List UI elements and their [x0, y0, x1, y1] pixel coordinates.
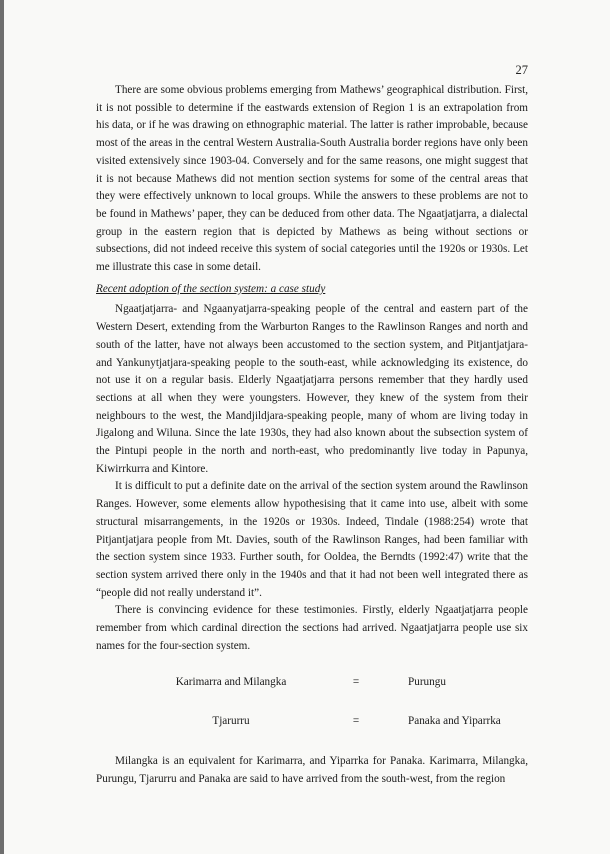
equivalence-right: Purungu: [408, 675, 446, 688]
spacer: [96, 656, 528, 674]
spacer: [96, 691, 528, 713]
equals-sign: =: [352, 715, 360, 728]
equivalence-row: [96, 674, 528, 692]
equivalence-left: Karimarra and Milangka: [175, 675, 287, 688]
closing-paragraph: Milangka is an equivalent for Karimarra, and Yiparrka for Panaka. Karimarra, Milangka, Purungu, Tjarurru and Panaka are said to have arrived from the south-west, from the region: [96, 754, 528, 785]
equivalence-left: Tjarurru: [212, 715, 250, 728]
page-body: [96, 82, 528, 788]
equals-sign: =: [352, 675, 360, 688]
section-heading: Recent adoption of the section system: a case study: [96, 282, 326, 295]
equivalence-row: [96, 713, 528, 731]
section-equivalence-table: [96, 674, 528, 731]
section-paragraph-1: Ngaatjatjarra- and Ngaanyatjarra-speaking people of the central and eastern part of the Western Desert, extending from the Warburton Ranges to the Rawlinson Ranges and north and south of the latter, have not always been accustomed to the section system, and Pitjantjatjara- and Yankunytjatjara-speaking people to the south-east, while acknowledging its existence, do not use it on a regular basis. Elderly Ngaatjatjarra persons remember that they hardly used sections at all when they were youngsters. However, they knew of the system from their neighbours to the west, the Mandjildjara-speaking people, many of whom are living today in Jigalong and Wiluna. Since the late 1930s, they had also known about the subsection system of the Pintupi people in the north and north-east, who predominantly live today in Papunya, Kiwirrkurra and Kintore.: [96, 303, 528, 475]
intro-paragraph: There are some obvious problems emerging from Mathews’ geographical distribution. First, it is not possible to determine if the eastwards extension of Region 1 is an extrapolation from his data, or if he was drawing on ethnographic material. The latter is rather improbable, because most of the areas in the central Western Australia-South Australia border regions have only been visited extensively since 1903-04. Conversely and for the same reasons, one might suggest that it is not because Mathews did not mention section systems for some of the central areas that they were effectively unknown to local groups. While the answers to these problems are not to be found in Mathews’ paper, they can be deduced from other data. The Ngaatjatjarra, a dialectal group in the eastern region that is depicted by Mathews as being without sections or subsections, did not indeed receive this system of social categories until the 1920s or 1930s. Let me illustrate this case in some detail.: [96, 84, 528, 274]
section-paragraph-2: It is difficult to put a definite date on the arrival of the section system around the Rawlinson Ranges. However, some elements allow hypothesising that it came into use, albeit with some structural misarrangements, in the 1920s or 1930s. Indeed, Tindale (1988:254) wrote that Pitjantjatjara people from Mt. Davies, south of the Rawlinson Ranges, had been familiar with the section system since 1933. Further south, for Ooldea, the Berndts (1992:47) write that the section system arrived there only in the 1940s and that it had not been well integrated there as “people did not really understand it”.: [96, 480, 528, 599]
equivalence-right: Panaka and Yiparrka: [408, 715, 501, 728]
page-edge-shadow: [0, 0, 4, 854]
section-paragraph-3: There is convincing evidence for these testimonies. Firstly, elderly Ngaatjatjarra people remember from which cardinal direction the sections had arrived. Ngaatjatjarra people use six names for the four-section system.: [96, 604, 528, 652]
page-number: 27: [515, 63, 528, 77]
